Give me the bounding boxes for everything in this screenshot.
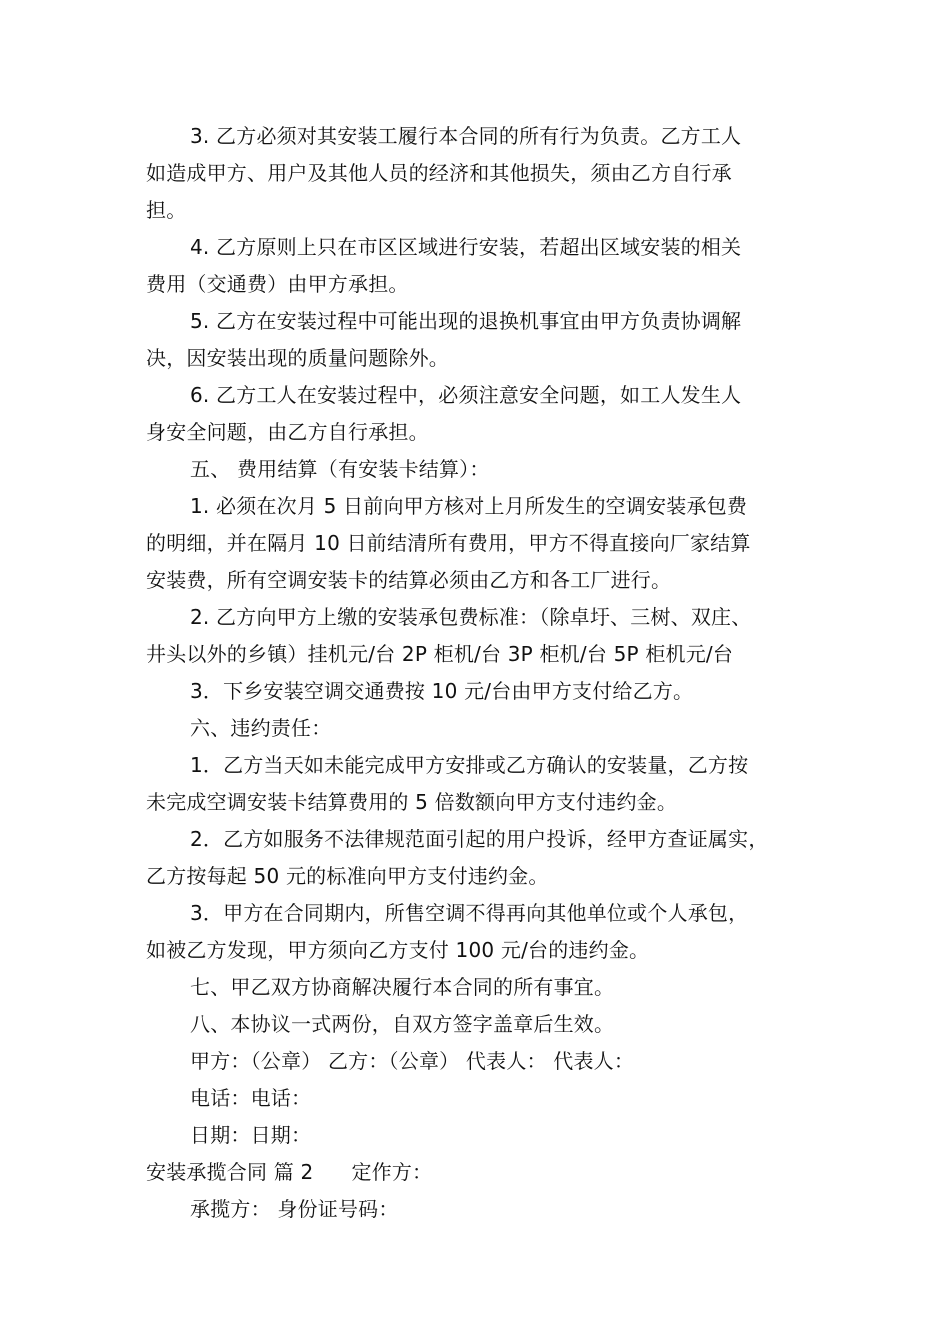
paragraph-breach-3 [146, 895, 836, 969]
text-line: 井头以外的乡镇）挂机元/台 2P 柜机/台 3P 柜机/台 5P 柜机元/台 [146, 642, 734, 666]
paragraph-clause-5 [146, 303, 836, 377]
text-line: 3. 乙方必须对其安装工履行本合同的所有行为负责。乙方工人 [190, 124, 742, 148]
paragraph-clause-3 [146, 118, 836, 229]
text-line: 日期：日期： [190, 1123, 312, 1147]
text-line: 如被乙方发现，甲方须向乙方支付 100 元/台的违约金。 [146, 938, 650, 962]
heading-text: 八、本协议一式两份，自双方签字盖章后生效。 [190, 1012, 615, 1036]
text-line: 2．乙方如服务不法律规范面引起的用户投诉，经甲方查证属实， [190, 827, 769, 851]
paragraph-breach-1 [146, 747, 836, 821]
document-body [146, 118, 836, 1228]
text-line: 乙方按每起 50 元的标准向甲方支付违约金。 [146, 864, 549, 888]
section-title-line [146, 1154, 836, 1191]
text-line: 的明细，并在隔月 10 日前结清所有费用，甲方不得直接向厂家结算 [146, 531, 751, 555]
text-line: 如造成甲方、用户及其他人员的经济和其他损失，须由乙方自行承 [146, 161, 732, 185]
text-line: 6. 乙方工人在安装过程中，必须注意安全问题，如工人发生人 [190, 383, 742, 407]
text-line: 安装费，所有空调安装卡的结算必须由乙方和各工厂进行。 [146, 568, 672, 592]
heading-text: 七、甲乙双方协商解决履行本合同的所有事宜。 [190, 975, 615, 999]
text-line: 4. 乙方原则上只在市区区域进行安装，若超出区域安装的相关 [190, 235, 742, 259]
signature-phone [146, 1080, 836, 1117]
text-line: 电话：电话： [190, 1086, 312, 1110]
section-heading-eight [146, 1006, 836, 1043]
paragraph-clause-6 [146, 377, 836, 451]
section-party-label: 定作方： [351, 1160, 433, 1184]
heading-text: 六、违约责任： [190, 716, 332, 740]
paragraph-clause-4 [146, 229, 836, 303]
text-line: 3．下乡安装空调交通费按 10 元/台由甲方支付给乙方。 [190, 679, 694, 703]
text-line: 3．甲方在合同期内，所售空调不得再向其他单位或个人承包， [190, 901, 749, 925]
text-line: 甲方：（公章） 乙方：（公章） 代表人： 代表人： [190, 1049, 635, 1073]
text-line: 决，因安装出现的质量问题除外。 [146, 346, 449, 370]
text-line: 1. 必须在次月 5 日前向甲方核对上月所发生的空调安装承包费 [190, 494, 748, 518]
text-line: 承揽方： 身份证号码： [190, 1197, 399, 1221]
contractor-line [146, 1191, 836, 1228]
signature-date [146, 1117, 836, 1154]
paragraph-settlement-1 [146, 488, 836, 599]
text-line: 费用（交通费）由甲方承担。 [146, 272, 409, 296]
heading-text: 五、 费用结算（有安装卡结算）： [190, 457, 490, 481]
section-heading-five [146, 451, 836, 488]
text-line: 1．乙方当天如未能完成甲方安排或乙方确认的安装量，乙方按 [190, 753, 749, 777]
text-line: 担。 [146, 198, 187, 222]
section-heading-six [146, 710, 836, 747]
signature-parties [146, 1043, 836, 1080]
text-line: 未完成空调安装卡结算费用的 5 倍数额向甲方支付违约金。 [146, 790, 678, 814]
text-line: 5. 乙方在安装过程中可能出现的退换机事宜由甲方负责协调解 [190, 309, 742, 333]
section-title: 安装承揽合同 篇 2 [146, 1160, 314, 1184]
paragraph-settlement-2 [146, 599, 836, 673]
paragraph-settlement-3 [146, 673, 836, 710]
section-heading-seven [146, 969, 836, 1006]
text-line: 2. 乙方向甲方上缴的安装承包费标准：（除卓圩、三树、双庄、 [190, 605, 752, 629]
contract-section-heading [146, 1154, 836, 1191]
text-line: 身安全问题，由乙方自行承担。 [146, 420, 429, 444]
paragraph-breach-2 [146, 821, 836, 895]
